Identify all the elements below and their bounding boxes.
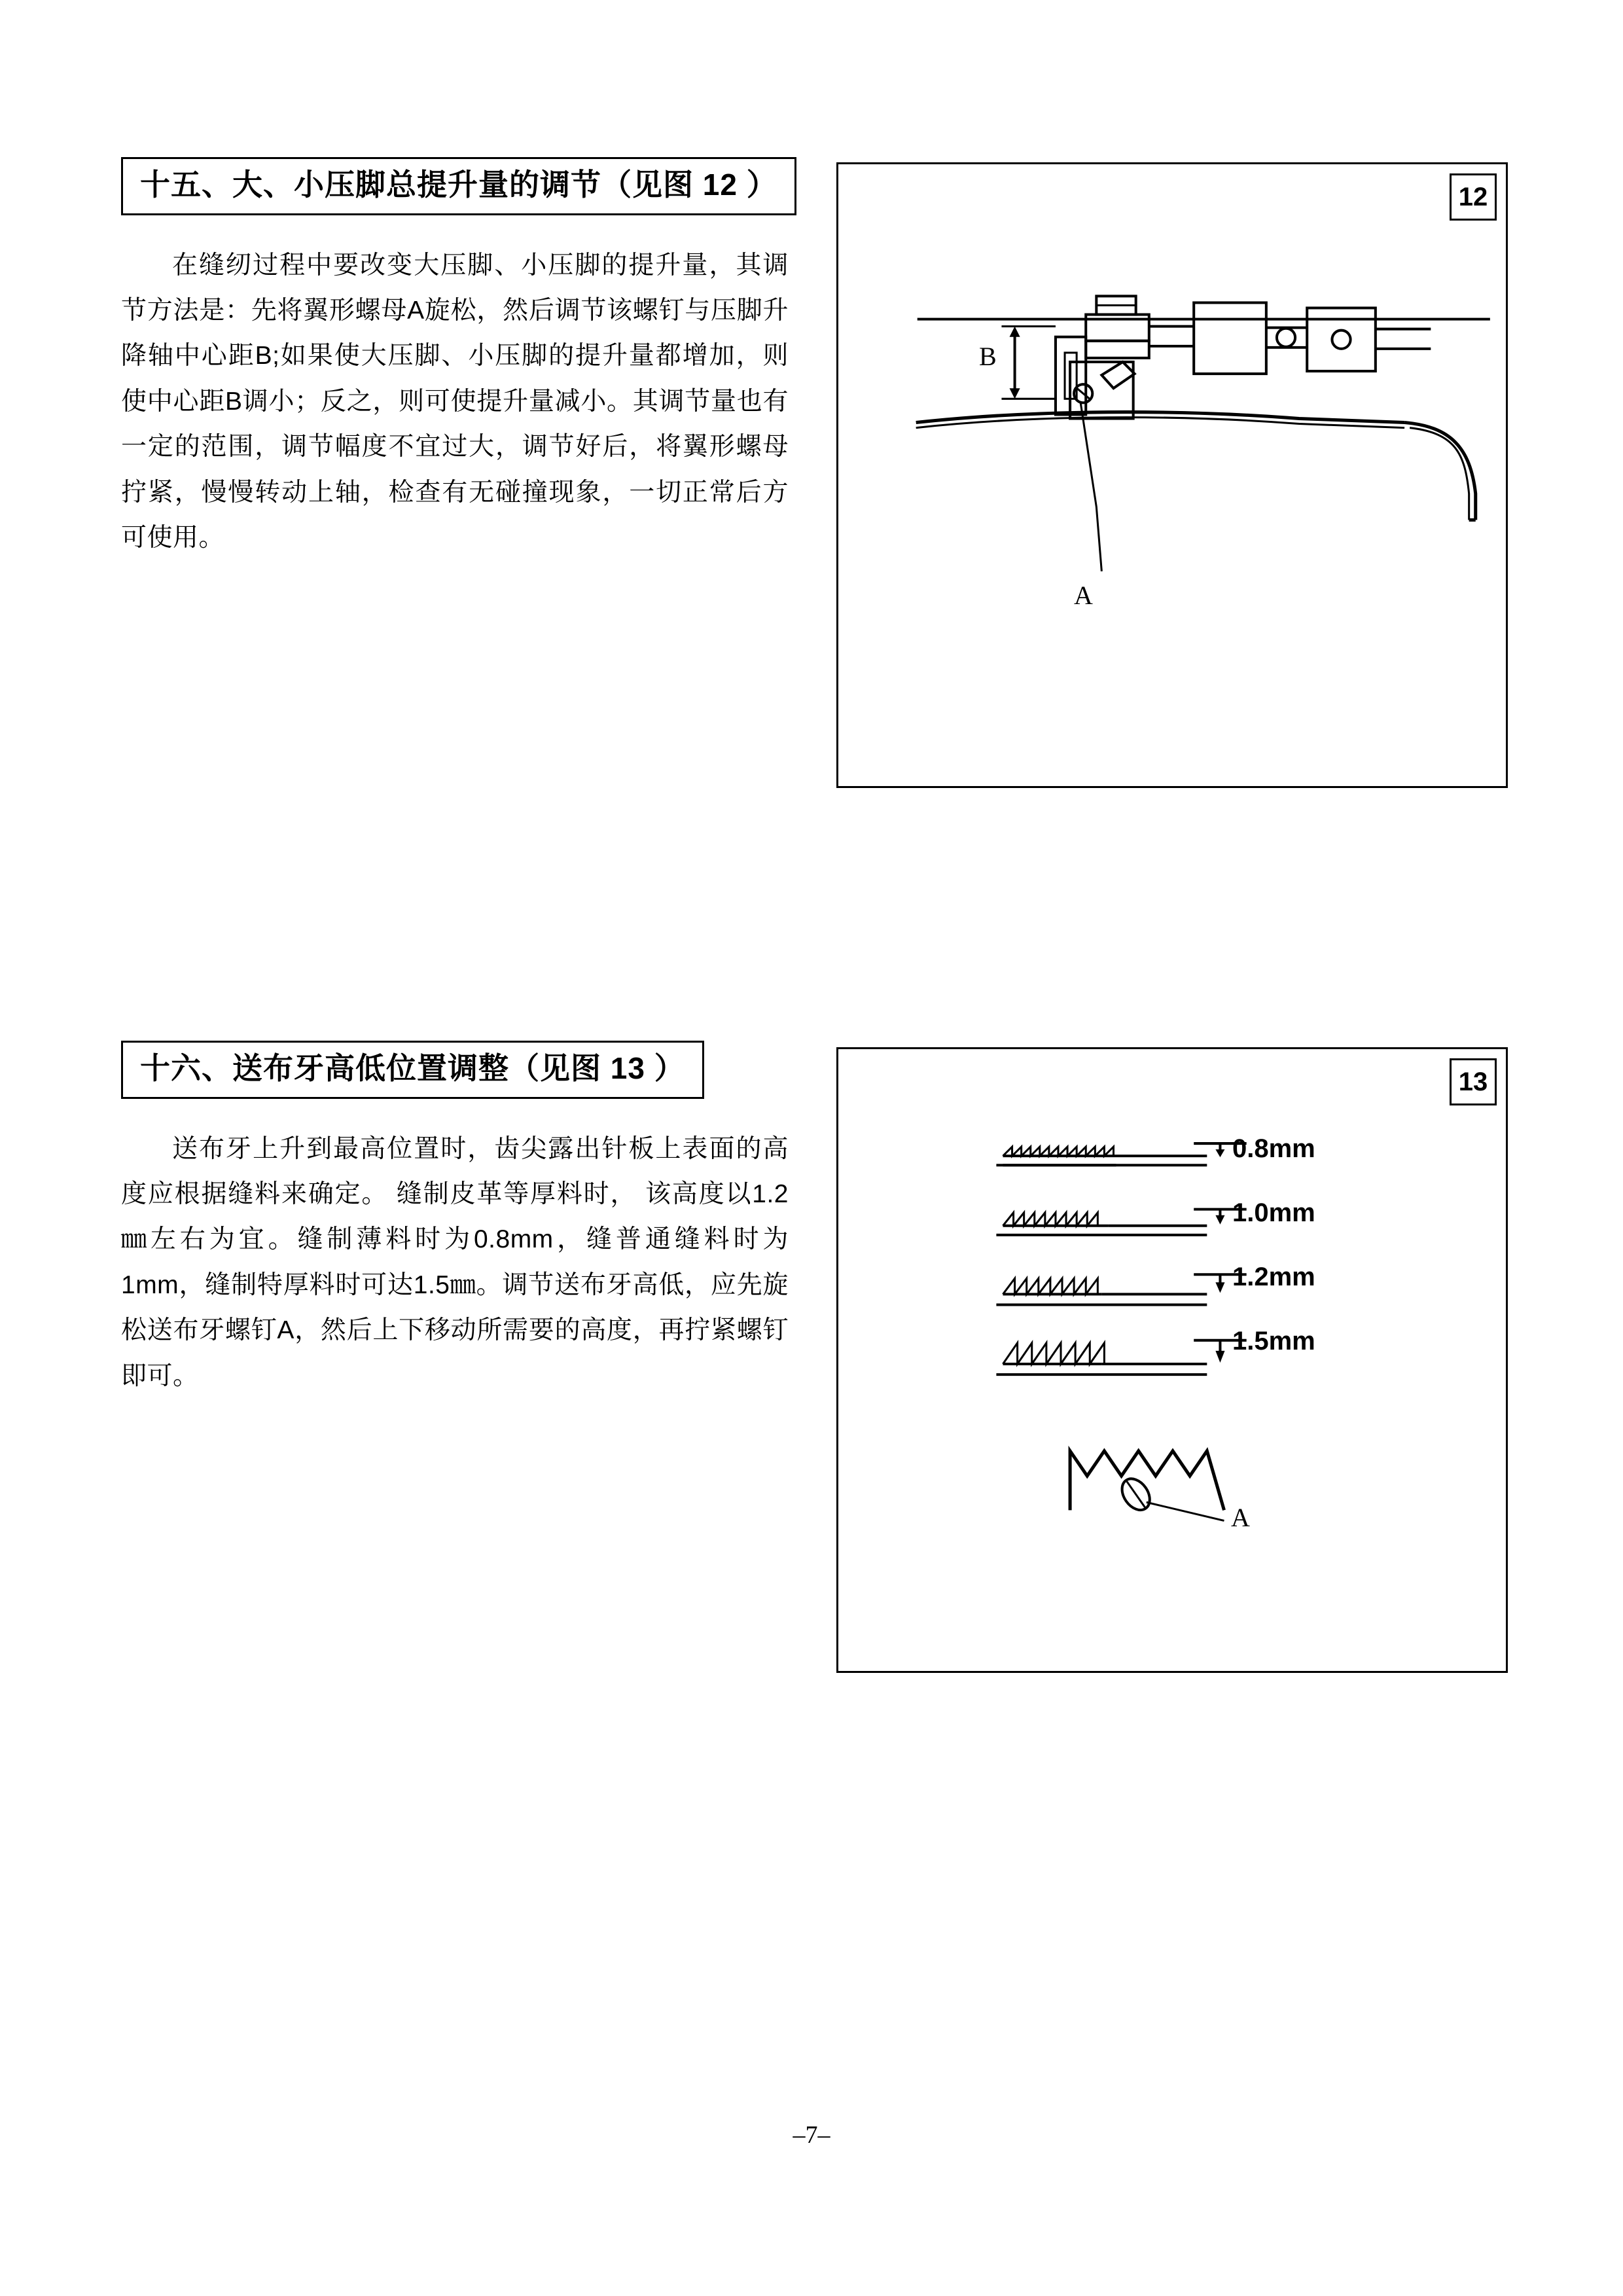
section-sixteen-body: 送布牙上升到最高位置时，齿尖露出针板上表面的高度应根据缝料来确定。 缝制皮革等厚料时， 该高度以1.2㎜左右为宜。缝制薄料时为0.8mm，缝普通缝料时为1mm，缝制特厚料时可达1.5㎜。调节送布牙高低，应先旋松送布牙螺钉A，然后上下移动所需要的高度，再拧紧螺钉即可。 <box>121 1134 789 1390</box>
page-number: –7– <box>793 2121 830 2149</box>
section-sixteen <box>121 1041 789 1399</box>
figure-13-label-a: A <box>1231 1503 1250 1532</box>
figure-12 <box>836 162 1508 788</box>
figure-13-height-label-2: 1.0mm <box>1232 1198 1315 1227</box>
figure-13-drawing <box>838 1049 1506 1671</box>
section-sixteen-heading: 十六、送布牙高低位置调整（见图 13 ） <box>121 1041 704 1099</box>
section-fifteen <box>121 157 789 560</box>
figure-13-height-label-1: 0.8mm <box>1232 1134 1315 1163</box>
figure-12-number: 12 <box>1450 173 1497 221</box>
figure-13-height-label-4: 1.5mm <box>1232 1327 1315 1355</box>
figure-12-label-b: B <box>979 342 997 371</box>
section-fifteen-body: 在缝纫过程中要改变大压脚、小压脚的提升量，其调节方法是：先将翼形螺母A旋松，然后调节该螺钉与压脚升降轴中心距B;如果使大压脚、小压脚的提升量都增加，则使中心距B调小；反之，则可使提升量减小。其调节量也有一定的范围，调节幅度不宜过大，调节好后，将翼形螺母拧紧，慢慢转动上轴，检查有无碰撞现象，一切正常后方可使用。 <box>121 251 789 552</box>
figure-13-number: 13 <box>1450 1058 1497 1105</box>
figure-13-height-label-3: 1.2mm <box>1232 1263 1315 1291</box>
section-fifteen-heading: 十五、大、小压脚总提升量的调节（见图 12 ） <box>121 157 796 215</box>
figure-12-drawing <box>838 164 1506 786</box>
figure-12-label-a: A <box>1074 581 1093 610</box>
figure-13 <box>836 1047 1508 1673</box>
